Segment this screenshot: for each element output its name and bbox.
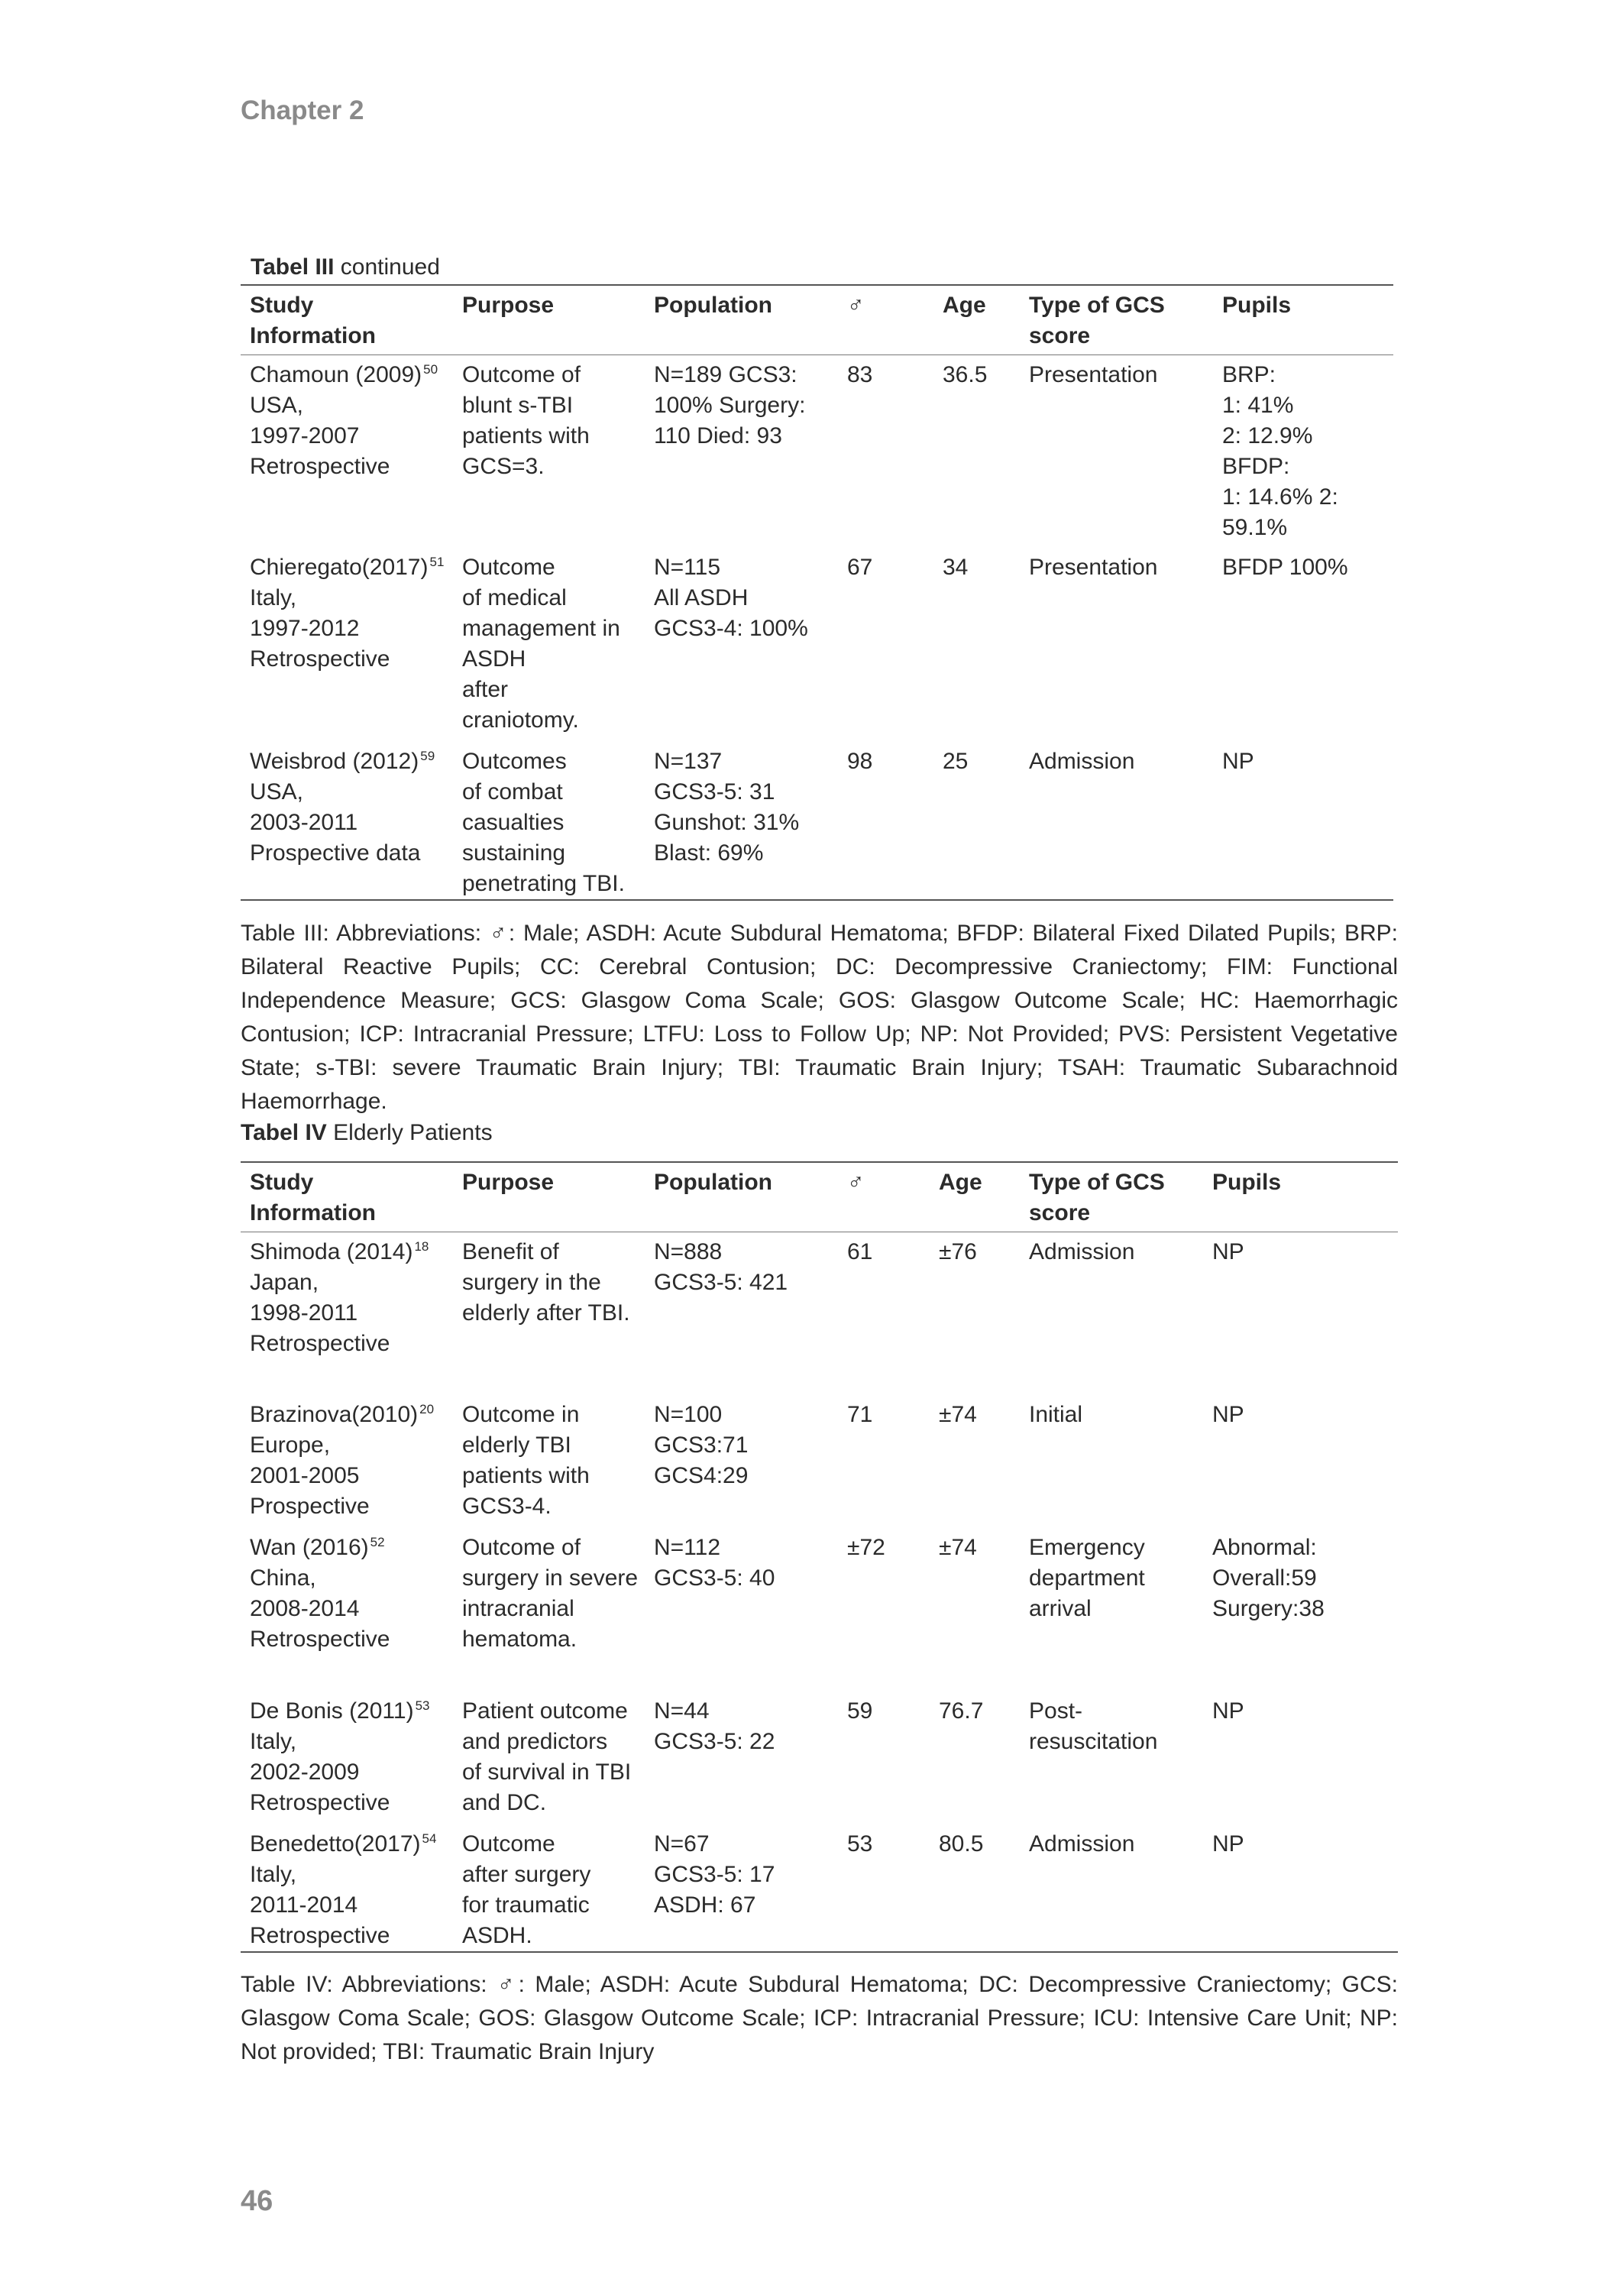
pupils-cell: NP <box>1212 1239 1244 1264</box>
population-cell: N=888 GCS3-5: 421 <box>654 1239 788 1295</box>
population-cell: N=115 All ASDH GCS3-4: 100% <box>654 554 808 641</box>
table4-caption-label: Tabel IV <box>241 1120 327 1145</box>
age-cell: ±76 <box>939 1239 977 1264</box>
table4-col-purpose: Purpose <box>462 1170 555 1195</box>
purpose-cell: Patient outcome and predictors of survival in TBI and DC. <box>462 1698 632 1815</box>
table4-caption-text: Elderly Patients <box>326 1120 493 1145</box>
table4-col-pupils: Pupils <box>1212 1170 1282 1195</box>
table-row <box>241 1528 1398 1691</box>
age-cell: 36.5 <box>943 362 988 387</box>
study-info-cell: Brazinova(2010) $^{20}$ Europe, 2001-2005 Prospective <box>250 1401 435 1519</box>
reference-number: 52 <box>370 1534 385 1549</box>
study-info-cell: Chamoun (2009) $^{50}$ USA, 1997-2007 Retrospective <box>250 362 438 479</box>
pupils-cell: NP <box>1222 748 1254 774</box>
study-info-cell: Chieregato(2017) $^{51}$ Italy, 1997-2012 Retrospective <box>250 554 445 672</box>
reference-number: 20 <box>419 1401 435 1416</box>
table4-col-population: Population <box>654 1170 772 1195</box>
table3-col-study: Study Information <box>250 293 376 348</box>
reference-number: 54 <box>422 1831 437 1846</box>
table-row <box>241 1232 1398 1395</box>
table4-caption <box>241 1118 493 1148</box>
table-row <box>241 742 1393 900</box>
purpose-cell: Outcome after surgery for traumatic ASDH. <box>462 1831 591 1948</box>
table3-header-row <box>241 285 1393 355</box>
male-cell: 67 <box>847 554 873 580</box>
table3-col-male: ♂ <box>847 293 865 318</box>
male-cell: 61 <box>847 1239 873 1264</box>
purpose-cell: Outcome of medical management in ASDH after craniotomy. <box>462 554 620 733</box>
pupils-cell: NP <box>1212 1831 1244 1857</box>
table-row <box>241 1824 1398 1952</box>
purpose-cell: Outcome of blunt s-TBI patients with GCS=3. <box>462 362 590 479</box>
male-cell: 59 <box>847 1698 873 1724</box>
gcs-type-cell: Presentation <box>1029 362 1158 387</box>
age-cell: 80.5 <box>939 1831 984 1857</box>
table3-col-pupils: Pupils <box>1222 293 1292 318</box>
pupils-cell: BRP: 1: 41% 2: 12.9% BFDP: 1: 14.6% 2: 59.1% <box>1222 362 1338 540</box>
study-info-cell: Benedetto(2017) $^{54}$ Italy, 2011-2014 Retrospective <box>250 1831 437 1948</box>
population-cell: N=189 GCS3: 100% Surgery: 110 Died: 93 <box>654 362 806 448</box>
table3-col-population: Population <box>654 293 772 318</box>
pupils-cell: BFDP 100% <box>1222 554 1348 580</box>
male-cell: 98 <box>847 748 873 774</box>
purpose-cell: Benefit of surgery in the elderly after TBI. <box>462 1239 630 1326</box>
table3-col-age: Age <box>943 293 986 318</box>
purpose-cell: Outcomes of combat casualties sustaining penetrating TBI. <box>462 748 625 896</box>
table4-col-male: ♂ <box>847 1170 865 1195</box>
table3 <box>241 284 1393 901</box>
gcs-type-cell: Admission <box>1029 1831 1135 1857</box>
page-number: 46 <box>241 2185 273 2217</box>
male-cell: ±72 <box>847 1534 885 1560</box>
age-cell: 34 <box>943 554 969 580</box>
table4-header-row <box>241 1162 1398 1232</box>
study-info-cell: Weisbrod (2012) $^{59}$ USA, 2003-2011 Prospective data <box>250 748 435 866</box>
table4-col-gcs: Type of GCS score <box>1029 1170 1165 1225</box>
pupils-cell: NP <box>1212 1401 1244 1427</box>
reference-number: 50 <box>423 362 438 377</box>
purpose-cell: Outcome of surgery in severe intracranial hematoma. <box>462 1534 639 1652</box>
pupils-cell: NP <box>1212 1698 1244 1724</box>
table-row <box>241 355 1393 548</box>
age-cell: 25 <box>943 748 969 774</box>
reference-number: 51 <box>429 554 445 569</box>
population-cell: N=112 GCS3-5: 40 <box>654 1534 775 1591</box>
table-row <box>241 548 1393 742</box>
population-cell: N=137 GCS3-5: 31 Gunshot: 31% Blast: 69% <box>654 748 800 866</box>
table3-caption-text: continued <box>334 254 440 280</box>
reference-number: 53 <box>415 1698 430 1713</box>
chapter-heading: Chapter 2 <box>241 96 364 125</box>
study-info-cell: De Bonis (2011) $^{53}$ Italy, 2002-2009 Retrospective <box>250 1698 430 1815</box>
gcs-type-cell: Presentation <box>1029 554 1158 580</box>
table3-caption-label: Tabel III <box>251 254 335 280</box>
population-cell: N=44 GCS3-5: 22 <box>654 1698 775 1754</box>
age-cell: ±74 <box>939 1534 977 1560</box>
gcs-type-cell: Initial <box>1029 1401 1083 1427</box>
population-cell: N=67 GCS3-5: 17 ASDH: 67 <box>654 1831 775 1918</box>
table4-abbreviations: Table IV: Abbreviations: ♂: Male; ASDH: Acute Subdural Hematoma; DC: Decompressive Craniectomy; GCS: Glasgow Coma Scale; GOS: Glasgow Outcome Scale; ICP: Intracranial Pressure; ICU: Intensive Care Unit; NP: Not provided; TBI: Traumatic Brain Injury <box>241 1972 1398 2064</box>
table3-abbreviations: Table III: Abbreviations: ♂: Male; ASDH: Acute Subdural Hematoma; BFDP: Bilateral Fixed Dilated Pupils; BRP: Bilateral Reactive Pupils; CC: Cerebral Contusion; DC: Decompressive Craniectomy; FIM: Functional Independence Measure; GCS: Glasgow Coma Scale; GOS: Glasgow Outcome Scale; HC: Haemorrhagic Contusion; ICP: Intracranial Pressure; LTFU: Loss to Follow Up; NP: Not Provided; PVS: Persistent Vegetative State; s-TBI: severe Traumatic Brain Injury; TBI: Traumatic Brain Injury; TSAH: Traumatic Subarachnoid Haemorrhage. <box>241 921 1398 1114</box>
study-info-cell: Wan (2016) $^{52}$ China, 2008-2014 Retrospective <box>250 1534 390 1652</box>
table3-caption <box>251 252 440 283</box>
table4-col-age: Age <box>939 1170 982 1195</box>
age-cell: ±74 <box>939 1401 977 1427</box>
study-info-cell: Shimoda (2014) $^{18}$ Japan, 1998-2011 Retrospective <box>250 1239 429 1356</box>
table4 <box>241 1161 1398 1953</box>
table3-col-gcs: Type of GCS score <box>1029 293 1165 348</box>
population-cell: N=100 GCS3:71 GCS4:29 <box>654 1401 749 1488</box>
male-cell: 53 <box>847 1831 873 1857</box>
table-row <box>241 1395 1398 1528</box>
pupils-cell: Abnormal: Overall:59 Surgery:38 <box>1212 1534 1325 1621</box>
purpose-cell: Outcome in elderly TBI patients with GCS3-4. <box>462 1401 590 1519</box>
male-cell: 71 <box>847 1401 873 1427</box>
table3-col-purpose: Purpose <box>462 293 555 318</box>
gcs-type-cell: Emergency department arrival <box>1029 1534 1145 1621</box>
male-cell: 83 <box>847 362 873 387</box>
gcs-type-cell: Post- resuscitation <box>1029 1698 1158 1754</box>
table-row <box>241 1691 1398 1824</box>
age-cell: 76.7 <box>939 1698 984 1724</box>
gcs-type-cell: Admission <box>1029 748 1135 774</box>
gcs-type-cell: Admission <box>1029 1239 1135 1264</box>
reference-number: 18 <box>414 1239 429 1254</box>
reference-number: 59 <box>420 748 435 763</box>
table4-col-study: Study Information <box>250 1170 376 1225</box>
